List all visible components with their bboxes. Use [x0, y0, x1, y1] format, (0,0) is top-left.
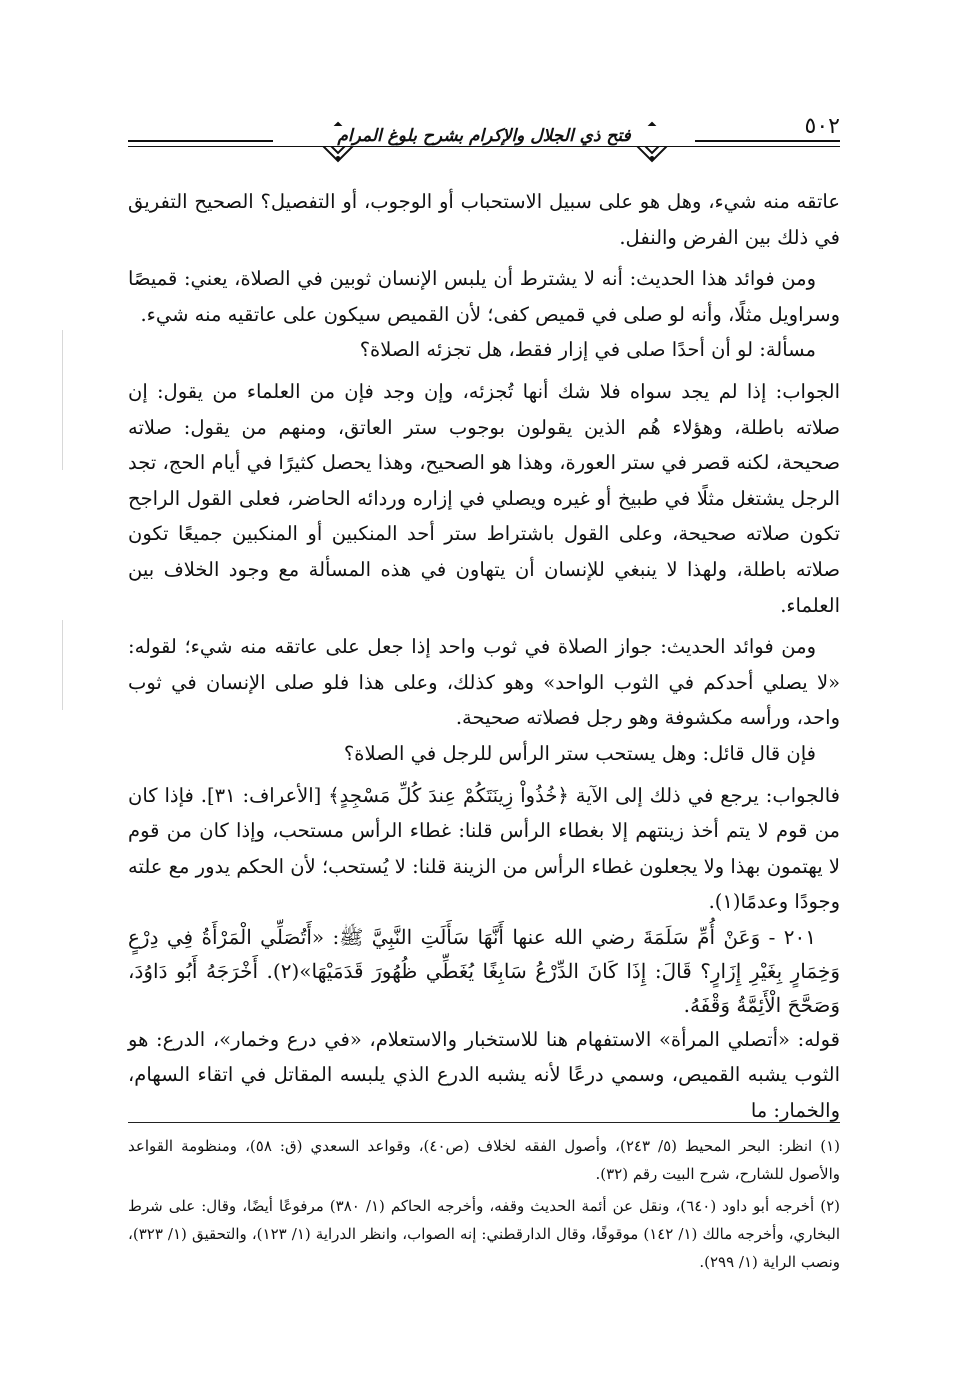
paragraph: ومن فوائد الحديث: جواز الصلاة في ثوب واحد إذا جعل على عاتقه منه شيء؛ لقوله: «لا يصلي أحدكم في الثوب الواحد» وهو كذلك، وعلى هذا فلو صلى الإنسان في ثوب واحد، ورأسه مكشوفة وهو رجل فصلاته صحيحة. [128, 635, 840, 730]
footnote: (٢) أخرجه أبو داود (٦٤٠)، ونقل عن أئمة الحديث وقفه، وأخرجه الحاكم (١/ ٣٨٠) مرفوعًا أيضًا، وقال: على شرط البخاري، وأخرجه مالك (١/ ١٤٢) موقوفًا، وقال الدارقطني: إنه الصواب، وانظر الدراية (١/ ١٢٣)، والتحقيق (١/ ٣٢٣)، ونصب الراية (١/ ٢٩٩). [128, 1197, 841, 1271]
paragraph: ومن فوائد هذا الحديث: أنه لا يشترط أن يلبس الإنسان ثوبين في الصلاة، يعني: قميصًا وسراويل مثلًا، وأنه لو صلى في قميص كفى؛ لأن القميص سيكون على عاتقيه منه شيء. [128, 267, 840, 326]
answer-paragraph: فالجواب: يرجع في ذلك إلى الآية ﴿خُذُواْ زِينَتَكُمْ عِندَ كُلِّ مَسْجِدٍ﴾ [الأعراف: ٣١]. فإذا كان من قوم لا يتم أخذ زينتهم إلا بغطاء الرأس قلنا: غطاء الرأس مستحب، وإذا كان من قوم لا يهتمون بهذا ولا يجعلون غطاء الرأس من الزينة قلنا: لا يُستحب؛ لأن الحكم يدور مع علته وجودًا وعدمًا(١). [128, 783, 840, 914]
book-page [128, 100, 840, 1129]
question-paragraph: مسألة: لو أن أحدًا صلى في إزار فقط، هل تجزئه الصلاة؟ [359, 338, 816, 362]
commentary-paragraph: قوله: «أتصلي المرأة» الاستفهام هنا للاستخبار والاستعلام، «في درع وخمار»، الدرع: هو الثوب يشبه القميص، وسمي درعًا لأنه يشبه الدرع الذي يلبسه المقاتل في اتقاء السهام، والخمار: ما [128, 1027, 840, 1123]
page-number: ٥٠٢ [799, 114, 840, 139]
running-title [128, 126, 840, 146]
footnotes [128, 1132, 840, 1280]
hadith-text: ٢٠١ - وَعَنْ أُمِّ سَلَمَةَ رضي الله عنها أَنَّهَا سَأَلَتِ النَّبِيَّ ﷺ: «أَتُصَلِّي الْمَرْأَةُ فِي دِرْعٍ وَخِمَارٍ بِغَيْرِ إِزَارٍ؟ قَالَ: إِذَا كَانَ الدِّرْعُ سَابِغًا يُغَطِّي ظُهُورَ قَدَمَيْهَا»(٢). أَخْرَجَهُ أَبُو دَاوُدَ، وَصَحَّحَ الْأَئِمَّةُ وَقْفَهُ. [128, 924, 840, 1017]
running-title-text: فتح ذي الجلال والإكرام بشرح بلوغ المرام [273, 126, 694, 146]
answer-paragraph: الجواب: إذا لم يجد سواه فلا شك أنها تُجزئه، وإن وجد فإن من العلماء من يقول: إن صلاته باطلة، وهؤلاء هُم الذين يقولون بوجوب ستر العاتق، ومنهم من يقول: صلاته صحيحة، لكنه قصر في ستر العورة، وهذا هو الصحيح، وهذا يحصل كثيرًا في أيام الحج، تجد الرجل يشتغل مثلًا في طبيخ أو غيره ويصلي في إزاره وردائه الحاضر، فعلى القول الراجح تكون صلاته صحيحة، وعلى القول باشتراط ستر أحد المنكبين أو المنكبين جميعًا تكون صلاته باطلة، ولهذا لا ينبغي للإنسان أن يتهاون في هذه المسألة مع وجود الخلاف بين العلماء. [128, 379, 840, 617]
footnote: (١) انظر: البحر المحيط (٥/ ٢٤٣)، وأصول الفقه لخلاف (ص٤٠)، وقواعد السعدي (ق: ٥٨)، ومنظومة القواعد والأصول للشارح، شرح البيت رقم (٣٢). [128, 1137, 840, 1183]
footnote-divider [128, 1122, 840, 1123]
header-rule-thin [128, 146, 840, 147]
main-text [128, 184, 840, 1129]
page-header [128, 100, 840, 170]
margin-mark [62, 330, 63, 470]
question-paragraph: فإن قال قائل: وهل يستحب ستر الرأس للرجل في الصلاة؟ [343, 741, 816, 765]
margin-mark [62, 620, 63, 710]
paragraph: عاتقه منه شيء، وهل هو على سبيل الاستحباب أو الوجوب، أو التفصيل؟ الصحيح التفريق في ذلك بين الفرض والنفل. [128, 190, 840, 249]
